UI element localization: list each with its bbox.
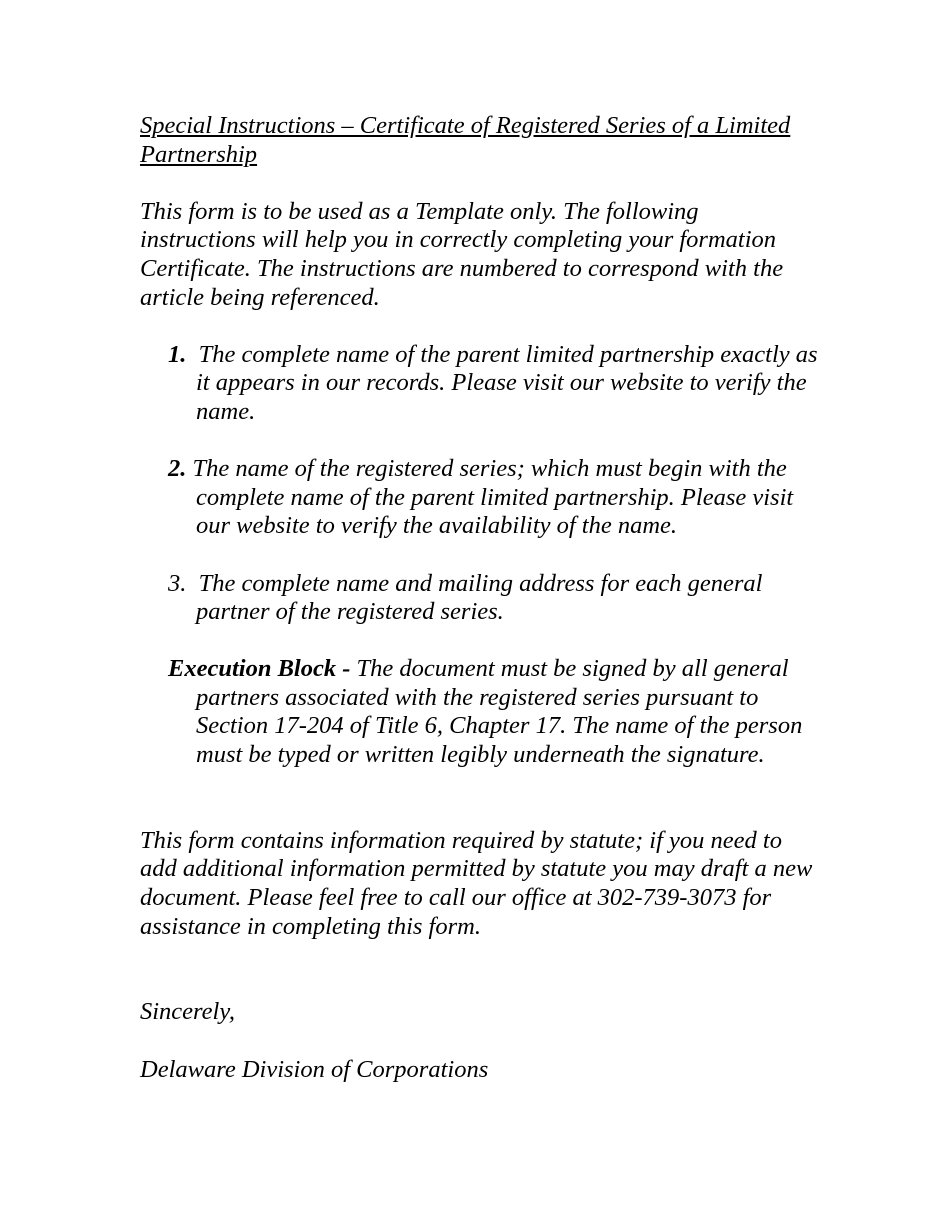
execution-block-label: Execution Block - <box>168 655 351 683</box>
spacer <box>140 798 820 827</box>
item-number: 2. <box>168 455 187 483</box>
item-text: The complete name of the parent limited partnership exactly as it appears in our records. Please visit our website to verify the name. <box>196 340 818 425</box>
execution-block-text: The document must be signed by all general partners associated with the registered series pursuant to Section 17-204 of Title 6, Chapter 17. The name of the person must be typed or written legibly underneath the signature. <box>196 655 803 769</box>
salutation: Sincerely, <box>140 998 236 1026</box>
item-text: The name of the registered series; which must begin with the complete name of the parent limited partnership. Please visit our website to verify the availability of the name. <box>192 455 794 540</box>
spacer <box>140 970 820 999</box>
document-title: Special Instructions – Certificate of Registered Series of a Limited Partnership <box>140 112 791 168</box>
execution-block-item <box>168 655 820 769</box>
instruction-item-3 <box>168 570 820 627</box>
instruction-item-1 <box>168 341 820 427</box>
closing-paragraph: This form contains information required by statute; if you need to add additional information permitted by statute you may draft a new document. Please feel free to call our office at 302-739-3073 for assistance in completing this form. <box>140 826 813 940</box>
item-text: The complete name and mailing address for each general partner of the registered series. <box>196 569 763 626</box>
item-number: 3. <box>168 569 187 597</box>
item-number: 1. <box>168 340 187 368</box>
intro-paragraph: This form is to be used as a Template only. The following instructions will help you in correctly completing your formation Certificate. The instructions are numbered to correspond with the article being referenced. <box>140 197 784 311</box>
signature: Delaware Division of Corporations <box>140 1055 489 1083</box>
document-page <box>140 112 820 1113</box>
instruction-item-2 <box>168 455 820 541</box>
